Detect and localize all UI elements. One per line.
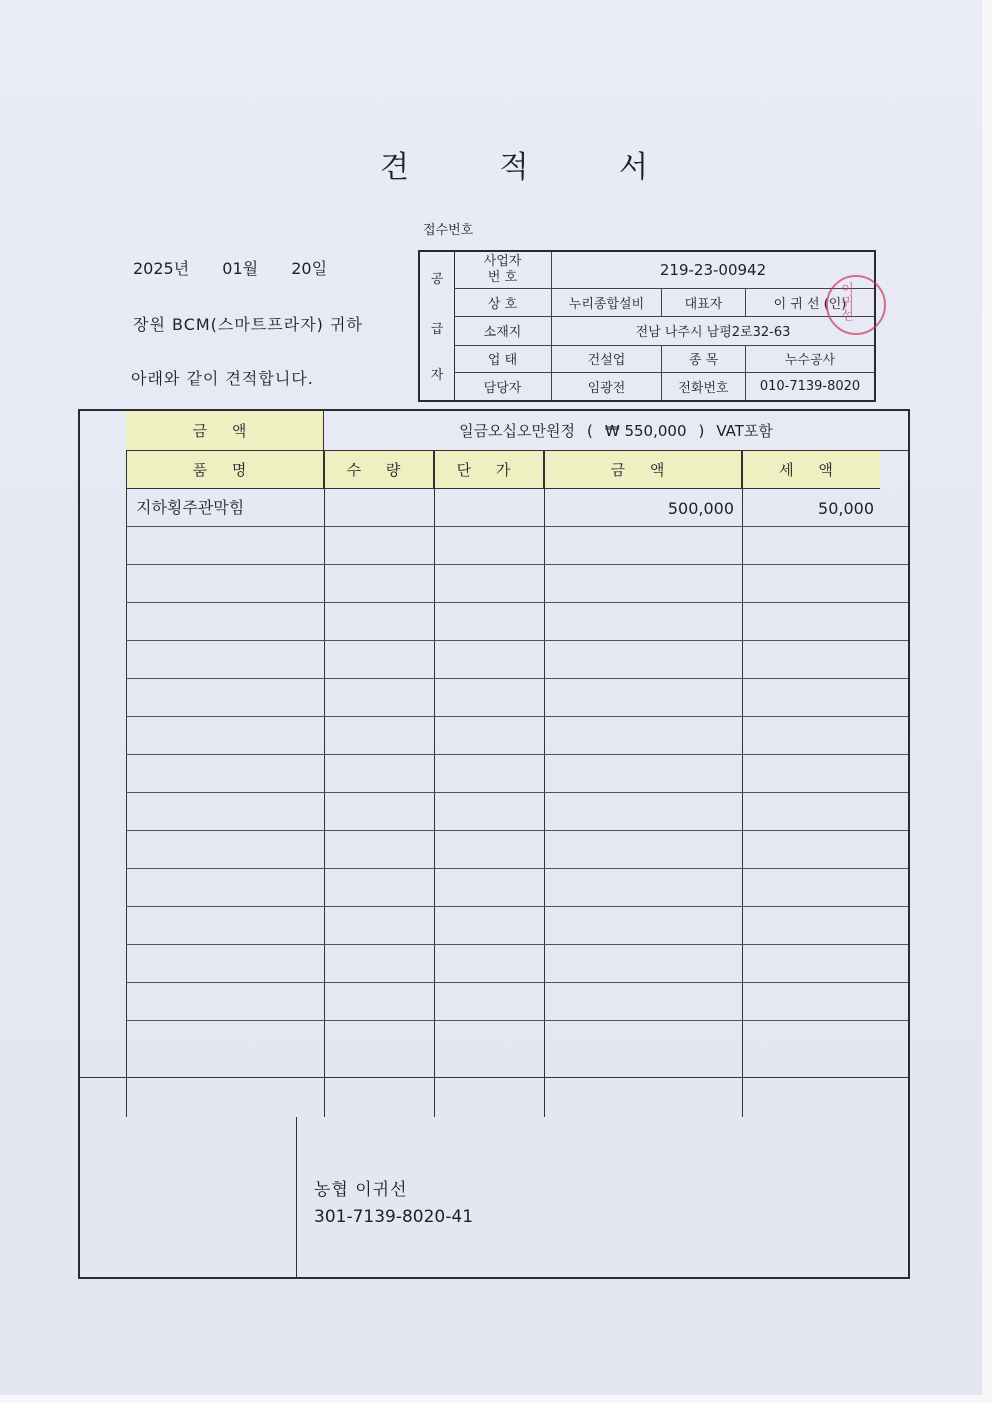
amount-label: 금 액 — [126, 411, 324, 451]
business-type: 건설업 — [552, 345, 662, 372]
seal-stamp — [826, 275, 886, 335]
contact-name: 임광전 — [552, 372, 662, 400]
date-month: 01월 — [222, 259, 259, 278]
company-label: 상 호 — [454, 288, 552, 316]
vat-note: VAT포함 — [716, 422, 773, 440]
page-edge — [982, 0, 992, 1403]
supplier-row-address — [454, 316, 874, 346]
biz-no-label: 사업자 번 호 — [454, 252, 552, 288]
supplier-row-bizno — [454, 252, 874, 289]
page-edge — [0, 1395, 992, 1403]
col-header-unit-price: 단 가 — [434, 451, 544, 489]
row-divider — [126, 792, 908, 793]
row-divider — [126, 906, 908, 907]
phone-number: 010-7139-8020 — [759, 378, 861, 394]
column-divider — [126, 451, 127, 1117]
item-category-label: 종 목 — [662, 345, 746, 372]
address-label: 소재지 — [454, 316, 552, 345]
col-header-tax: 세 액 — [742, 451, 880, 489]
seal-stamp-text: 이귀선 — [838, 282, 853, 321]
phone-label: 전화번호 — [662, 372, 746, 400]
column-divider — [324, 451, 325, 1117]
row-divider — [126, 1020, 908, 1021]
rep-name: 이 귀 선 (인) — [773, 296, 847, 312]
contact-label: 담당자 — [454, 372, 552, 400]
row-divider — [126, 868, 908, 869]
item-tax: 50,000 — [818, 499, 874, 518]
row-divider — [126, 754, 908, 755]
amount-paren-close: ) — [698, 421, 705, 440]
document-title — [380, 142, 650, 186]
supplier-side-label — [420, 252, 455, 400]
supplier-box — [418, 250, 876, 402]
col-header-amount: 금 액 — [544, 451, 742, 489]
supplier-row-contact — [454, 372, 874, 400]
bank-account-holder: 농협 이귀선 — [314, 1180, 408, 1200]
recipient: 장원 BCM(스마트프라자) 귀하 — [133, 315, 363, 334]
address: 전남 나주시 남평2로32-63 — [635, 325, 791, 340]
greeting: 아래와 같이 견적합니다. — [131, 369, 314, 388]
row-divider — [126, 526, 908, 527]
col-header-item: 품 명 — [126, 451, 324, 489]
column-divider — [742, 451, 743, 1117]
date-year: 2025년 — [133, 259, 190, 278]
title-char: 적 — [499, 150, 531, 185]
biz-no: 219-23-00942 — [659, 261, 767, 279]
col-header-quantity: 수 량 — [324, 451, 434, 489]
supplier-row-company — [454, 288, 874, 317]
item-amount: 500,000 — [667, 499, 734, 518]
column-divider — [544, 451, 545, 1117]
footer-blank-cell — [80, 1117, 297, 1279]
row-divider — [126, 564, 908, 565]
item-category: 누수공사 — [784, 353, 836, 368]
side-char: 급 — [430, 322, 444, 337]
date-day: 20일 — [291, 259, 328, 278]
bank-account-number: 301-7139-8020-41 — [314, 1207, 474, 1227]
side-char: 자 — [430, 368, 444, 383]
row-divider — [126, 678, 908, 679]
title-char: 견 — [380, 150, 411, 185]
receipt-number-label: 접수번호 — [423, 223, 474, 238]
quote-table — [78, 409, 910, 1279]
company-name: 누리종합설비 — [552, 288, 662, 316]
rep-label: 대표자 — [662, 288, 746, 316]
business-type-label: 업 태 — [454, 345, 552, 372]
row-divider — [126, 944, 908, 945]
total-amount — [324, 411, 908, 451]
side-char: 공 — [430, 272, 444, 287]
title-char: 서 — [619, 150, 650, 185]
row-divider — [126, 830, 908, 831]
section-divider — [80, 1077, 908, 1078]
item-name: 지하횡주관막힘 — [136, 498, 245, 517]
row-divider — [126, 716, 908, 717]
row-divider — [126, 640, 908, 641]
row-divider — [126, 602, 908, 603]
amount-paren-open: ( — [587, 421, 593, 440]
row-divider — [126, 982, 908, 983]
quote-date — [133, 256, 355, 279]
column-divider — [434, 451, 435, 1117]
supplier-row-business — [454, 345, 874, 373]
amount-value: ₩ 550,000 — [604, 421, 687, 440]
amount-korean: 일금오십오만원정 — [459, 422, 575, 440]
